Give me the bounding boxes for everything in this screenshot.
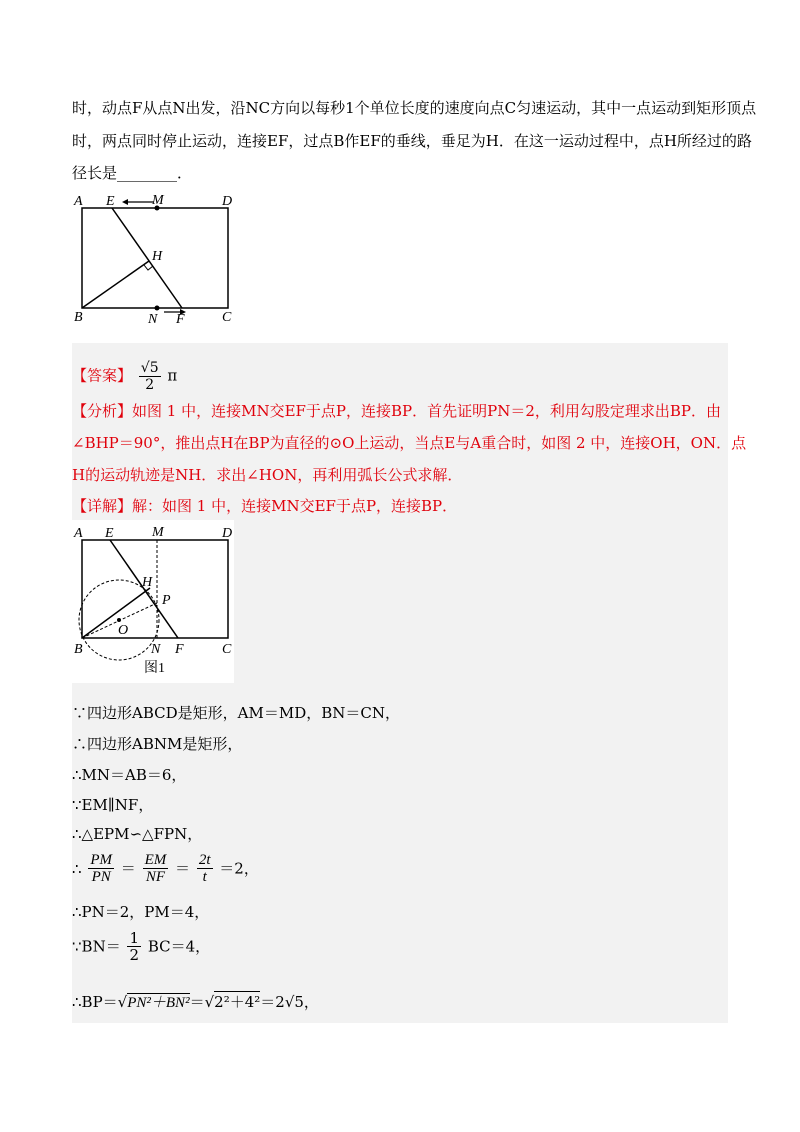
fig1-label-d: D: [222, 526, 233, 541]
step-6: [72, 852, 259, 885]
analysis-line-1: [72, 401, 721, 421]
step-9-tail: ＝2√5，: [260, 993, 319, 1011]
step-8-prefix: ∵BN＝: [72, 937, 121, 956]
fig1-label-n: N: [151, 642, 161, 657]
answer-numerator: √5: [140, 360, 159, 376]
step-6-eq-1: ＝: [120, 859, 136, 878]
step-6-frac-2-num: EM: [144, 852, 167, 868]
step-9-radical-2: √2²＋4²: [204, 993, 261, 1011]
answer-pi: π: [167, 366, 178, 385]
detail-intro: 解：如图 1 中，连接MN交EF于点P，连接BP．: [132, 497, 458, 515]
answer-fraction: [139, 360, 161, 393]
fig1-point-o: [117, 618, 121, 622]
step-9: [72, 992, 319, 1013]
answer-line: [72, 360, 177, 393]
analysis-line-2: ∠BHP＝90°，推出点H在BP为直径的⊙O上运动，当点E与A重合时，如图 2 中，连接OH，ON．点: [72, 434, 747, 452]
label-b: B: [74, 310, 83, 325]
step-7: ∴PN＝2，PM＝4，: [72, 903, 210, 921]
step-6-frac-3-den: t: [202, 869, 207, 885]
fig1-label-f: F: [175, 642, 184, 657]
step-6-frac-1-den: PN: [91, 869, 111, 885]
step-6-frac-1-num: PM: [90, 852, 112, 868]
answer-label: 【答案】: [72, 366, 133, 385]
point-n: [155, 306, 160, 311]
segment-ef: [112, 208, 182, 308]
figure-1: [72, 520, 234, 683]
label-m: M: [152, 193, 164, 208]
label-h: H: [152, 249, 163, 264]
fig1-label-p: P: [162, 593, 171, 608]
step-8-frac-den: 2: [129, 946, 140, 964]
step-6-eq-2: ＝: [175, 859, 191, 878]
step-9-mid: ＝: [189, 993, 205, 1011]
arrow-e-head: [122, 199, 128, 205]
fig1-label-c: C: [222, 642, 232, 657]
step-8-tail: BC＝4，: [147, 937, 211, 956]
step-6-tail: ＝2，: [219, 859, 259, 878]
analysis-text-1: 如图 1 中，连接MN交EF于点P，连接BP．首先证明PN＝2，利用勾股定理求出BP．由: [132, 402, 722, 420]
fig1-label-b: B: [74, 642, 83, 657]
fig1-label-m: M: [152, 525, 164, 540]
step-5: ∴△EPM∽△FPN，: [72, 825, 203, 843]
label-a: A: [74, 194, 83, 209]
fig1-label-e: E: [105, 526, 114, 541]
segment-bh: [82, 261, 149, 308]
label-n: N: [148, 312, 158, 327]
step-6-frac-2-den: NF: [145, 869, 165, 885]
problem-line-1: 时，动点F从点N出发，沿NC方向以每秒1个单位长度的速度向点C匀速运动，其中一点运动到矩形顶点: [72, 99, 757, 117]
step-9-radicand-1: PN²＋BN²: [127, 995, 190, 1011]
step-9-prefix: ∴BP＝: [72, 993, 118, 1011]
label-e: E: [106, 194, 115, 209]
fig1-label-o: O: [118, 623, 129, 638]
step-6-frac-2: [143, 852, 169, 885]
detail-label: 【详解】: [72, 497, 133, 515]
step-6-prefix: ∴: [72, 859, 82, 878]
problem-line-2: 时，两点同时停止运动，连接EF，过点B作EF的垂线，垂足为H．在这一运动过程中，点H所经过的路: [72, 132, 752, 150]
rectangle-figure: [72, 188, 252, 328]
step-9-radicand-2: 2²＋4²: [214, 993, 261, 1011]
step-6-frac-3-num: 2t: [198, 852, 211, 868]
fig1-segment-bh: [82, 588, 150, 638]
label-d: D: [222, 194, 233, 209]
label-f: F: [176, 312, 185, 327]
analysis-label: 【分析】: [72, 402, 133, 420]
label-c: C: [222, 310, 232, 325]
step-8-frac-num: 1: [129, 929, 140, 947]
problem-line-3: 径长是________．: [72, 164, 193, 182]
step-4: ∵EM∥NF，: [72, 796, 154, 814]
step-2: ∴四边形ABNM是矩形，: [72, 735, 243, 753]
fig1-label-a: A: [74, 526, 83, 541]
fig1-label-h: H: [142, 575, 153, 590]
step-3: ∴MN＝AB＝6，: [72, 766, 187, 784]
step-9-radical-1: √PN²＋BN²: [117, 993, 190, 1011]
fig1-caption: 图1: [144, 661, 165, 676]
step-1: ∵四边形ABCD是矩形，AM＝MD，BN＝CN，: [72, 704, 400, 722]
step-6-frac-3: [197, 852, 213, 885]
answer-denominator: 2: [145, 377, 155, 393]
step-8-frac: [127, 930, 141, 963]
step-8: [72, 930, 210, 963]
detail-line: [72, 496, 457, 516]
analysis-line-3: H的运动轨迹是NH．求出∠HON，再利用弧长公式求解．: [72, 466, 463, 484]
step-6-frac-1: [88, 852, 114, 885]
fig1-rect: [82, 540, 228, 638]
